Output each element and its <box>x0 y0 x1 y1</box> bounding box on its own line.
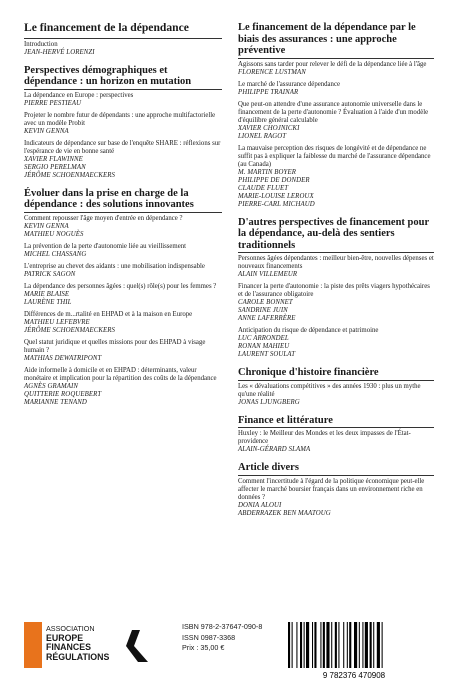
left-column <box>24 22 222 415</box>
section <box>24 65 222 180</box>
entry-author: CAROLE BONNET <box>238 299 293 306</box>
section <box>238 462 434 518</box>
barcode-bar <box>288 622 290 668</box>
barcode-bar <box>359 622 360 668</box>
entry-title: Agissons sans tarder pour relever le défi de la dépendance liée à l'âge <box>238 60 427 68</box>
section <box>24 188 222 407</box>
barcode-bar <box>335 622 337 668</box>
entry-author: XAVIER FLAWINNE <box>24 155 83 163</box>
entry-author: SERGIO PERELMAN <box>24 163 86 171</box>
section-heading: Article divers <box>238 462 299 473</box>
entry-author: SANDRINE JUIN <box>238 307 288 314</box>
divider <box>24 212 222 213</box>
price-text: Prix : 35,00 € <box>182 643 225 652</box>
entry-author: MATHIAS DEWATRIPONT <box>24 354 102 362</box>
publication-info <box>182 622 262 654</box>
barcode-bar <box>370 622 372 668</box>
entry-title: Financer la perte d'autonomie : la piste des prêts viagers hypothécaires et de l'assurance obligatoire <box>238 283 430 298</box>
toc-entry <box>238 81 434 97</box>
entry-title: La mauvaise perception des risques de longévité et de dépendance ne suffit pas à expliquer la faiblesse du marché de l'assurance dépendance (au Canada) <box>238 144 431 168</box>
entry-author: XAVIER CHOJNICKI <box>238 124 300 132</box>
entry-title: Le marché de l'assurance dépendance <box>238 80 340 88</box>
intro-entry <box>24 41 222 57</box>
entry-title: Introduction <box>24 40 58 48</box>
barcode-bar <box>343 622 344 668</box>
toc-entry <box>24 243 222 259</box>
entry-author: MATHIEU LEFEBVRE <box>24 318 90 326</box>
barcode-bar <box>326 622 329 668</box>
entry-title: La dépendance des personnes âgées : quel(s) rôle(s) pour les femmes ? <box>24 282 217 290</box>
entry-author: DONIA ALOUI <box>238 501 282 509</box>
toc-entry <box>238 327 434 359</box>
entry-author: JÉRÔME SCHOENMAECKERS <box>24 326 116 334</box>
entry-author: ABDERRAZEK BEN MAATOUG <box>238 509 331 517</box>
entry-author: JÉRÔME SCHOENMAECKERS <box>24 171 116 179</box>
entry-author: MARIE-LOUISE LEROUX <box>238 192 314 200</box>
toc-entry <box>238 255 434 279</box>
toc-entry <box>238 61 434 77</box>
toc-entry <box>238 283 434 323</box>
association-logo-icon <box>24 622 42 668</box>
entry-author: LUC ARRONDEL <box>238 335 289 342</box>
barcode-bar <box>365 622 368 668</box>
logo-line: EUROPE <box>46 632 84 643</box>
entry-title: Comment repousser l'âge moyen d'entrée en dépendance ? <box>24 214 183 222</box>
entry-author: ALAIN-GÉRARD SLAMA <box>238 446 311 453</box>
divider <box>238 427 434 428</box>
entry-author: MICHEL CHASSANG <box>24 250 87 258</box>
entry-author: RONAN MAHIEU <box>238 343 290 350</box>
entry-author: M. MARTIN BOYER <box>238 168 296 176</box>
barcode-bar <box>296 622 297 668</box>
right-sections <box>238 22 434 518</box>
barcode-bar <box>320 622 321 668</box>
section <box>238 415 434 455</box>
entry-author: MARIANNE TENAND <box>24 398 87 406</box>
entry-title: Aide informelle à domicile et en EHPAD : déterminants, valeur monétaire et implication pour la répartition des coûts de la dépendance <box>24 366 217 382</box>
entry-title: Différences de m...rtalité en EHPAD et à la maison en Europe <box>24 310 193 318</box>
toc-entry <box>24 311 222 335</box>
barcode-bar <box>300 622 302 668</box>
barcode-bar <box>314 622 316 668</box>
divider <box>238 380 434 381</box>
section <box>238 22 434 209</box>
barcode-bar <box>323 622 325 668</box>
left-sections <box>24 65 222 407</box>
barcode-bar <box>306 622 309 668</box>
entry-author: LIONEL RAGOT <box>238 132 287 140</box>
toc-entry <box>24 215 222 239</box>
logo-line: RÉGULATIONS <box>46 651 110 662</box>
barcode-bar <box>304 622 305 668</box>
barcode-number: 9 782376 470908 <box>322 671 386 680</box>
footer <box>24 620 434 680</box>
entry-title: Quel statut juridique et quelles missions pour des EHPAD à visage humain ? <box>24 338 206 354</box>
toc-entry <box>24 92 222 108</box>
entry-author: PHILIPPE TRAINAR <box>238 88 299 96</box>
section-heading: Évoluer dans la prise en charge de la dépendance : des solutions innovantes <box>24 187 194 210</box>
divider <box>238 475 434 476</box>
section-heading: Finance et littérature <box>238 414 333 426</box>
entry-author: AGNÈS GRAMAIN <box>24 382 78 390</box>
barcode-bar <box>382 622 383 668</box>
entry-author: QUITTERIE ROQUEBERT <box>24 390 102 398</box>
toc-entry <box>24 367 222 407</box>
barcode-bar <box>331 622 332 668</box>
entry-title: L'entreprise au chevet des aidants : une mobilisation indispensable <box>24 262 205 270</box>
divider <box>24 89 222 90</box>
divider <box>238 252 434 253</box>
entry-author: CLAUDE FLUET <box>238 184 289 192</box>
entry-author: LAURENT SOULAT <box>238 351 296 358</box>
entry-author: LAURÈNE THIL <box>24 298 72 306</box>
entry-author: FLORENCE LUSTMAN <box>238 68 306 76</box>
entry-author: PHILIPPE DE DONDER <box>238 176 310 184</box>
toc-entry <box>24 283 222 307</box>
section-heading: Perspectives démographiques et dépendance : un horizon en mutation <box>24 64 192 87</box>
logo-arrow-icon <box>126 628 154 664</box>
main-title: Le financement de la dépendance <box>24 21 189 34</box>
divider <box>24 38 222 39</box>
barcode-bar <box>373 622 374 668</box>
entry-title: Comment l'incertitude à l'égard de la politique économique peut-elle affecter le marché boursier français dans un environnement riche en données ? <box>238 477 425 501</box>
issn-text: ISSN 0987-3368 <box>182 632 236 642</box>
toc-entry <box>238 430 434 454</box>
toc-entry <box>238 383 434 407</box>
entry-author: KEVIN GENNA <box>24 222 69 230</box>
logo-line: FINANCES <box>46 642 91 652</box>
section-heading: D'autres perspectives de financement pour la dépendance, au-delà des sentiers traditionnels <box>238 216 429 251</box>
toc-entry <box>24 112 222 136</box>
toc-entry <box>24 263 222 279</box>
right-column <box>238 22 434 526</box>
section <box>238 367 434 407</box>
entry-author: MARIE BLAISE <box>24 290 70 298</box>
entry-title: Anticipation du risque de dépendance et patrimoine <box>238 327 379 334</box>
section-heading: Chronique d'histoire financière <box>238 367 379 378</box>
barcode-bar <box>312 622 313 668</box>
barcode-bar <box>347 622 348 668</box>
entry-title: Huxley : le Meilleur des Mondes et les deux impasses de l'État-providence <box>238 430 411 445</box>
association-logo-text <box>46 624 109 662</box>
entry-author: PATRICK SAGON <box>24 270 76 278</box>
section <box>238 217 434 360</box>
entry-title: La prévention de la perte d'autonomie liée au vieillissement <box>24 242 187 250</box>
divider <box>238 58 434 59</box>
barcode <box>274 620 434 680</box>
entry-author: ALAIN VILLEMEUR <box>238 271 298 278</box>
entry-author: KEVIN GENNA <box>24 127 69 135</box>
entry-author: JONAS LJUNGBERG <box>238 398 300 406</box>
isbn-text: ISBN 978-2-37647-090-8 <box>182 622 263 631</box>
entry-title: Personnes âgées dépendantes : meilleur bien-être, nouvelles dépenses et nouveaux financements <box>238 255 434 270</box>
entry-title: La dépendance en Europe : perspectives <box>24 91 134 99</box>
toc-entry <box>24 339 222 363</box>
entry-title: Les « dévaluations compétitives » des années 1930 : plus un mythe qu'une réalité <box>238 382 421 398</box>
entry-author: ANNE LAFERRÈRE <box>238 315 296 322</box>
barcode-bar <box>354 622 357 668</box>
barcode-bar <box>292 622 293 668</box>
entry-title: Que peut-on attendre d'une assurance autonomie universelle dans le financement de la perte d'autonomie ? Évaluation à l'aide d'un modèle d'équilibre général calculable <box>238 100 429 124</box>
barcode-bar <box>349 622 351 668</box>
section-heading: Le financement de la dépendance par le biais des assurances : une approche préventive <box>238 22 416 56</box>
toc-entry <box>238 101 434 141</box>
barcode-bar <box>362 622 363 668</box>
logo-line: ASSOCIATION <box>46 624 95 633</box>
entry-author: PIERRE PESTIEAU <box>24 99 82 107</box>
toc-entry <box>24 140 222 180</box>
entry-title: Indicateurs de dépendance sur base de l'enquête SHARE : réflexions sur l'espérance de vie en bonne santé <box>24 139 221 155</box>
toc-entry <box>238 478 434 518</box>
entry-author: MATHIEU NOGUÈS <box>24 230 84 238</box>
entry-title: Projeter le nombre futur de dépendants : une approche multifactorielle avec un modèle Probit <box>24 111 216 127</box>
barcode-bar <box>338 622 339 668</box>
toc-entry <box>238 145 434 209</box>
barcode-bar <box>377 622 380 668</box>
entry-author: PIERRE-CARL MICHAUD <box>238 200 315 208</box>
entry-author: JEAN-HERVÉ LORENZI <box>24 48 95 56</box>
